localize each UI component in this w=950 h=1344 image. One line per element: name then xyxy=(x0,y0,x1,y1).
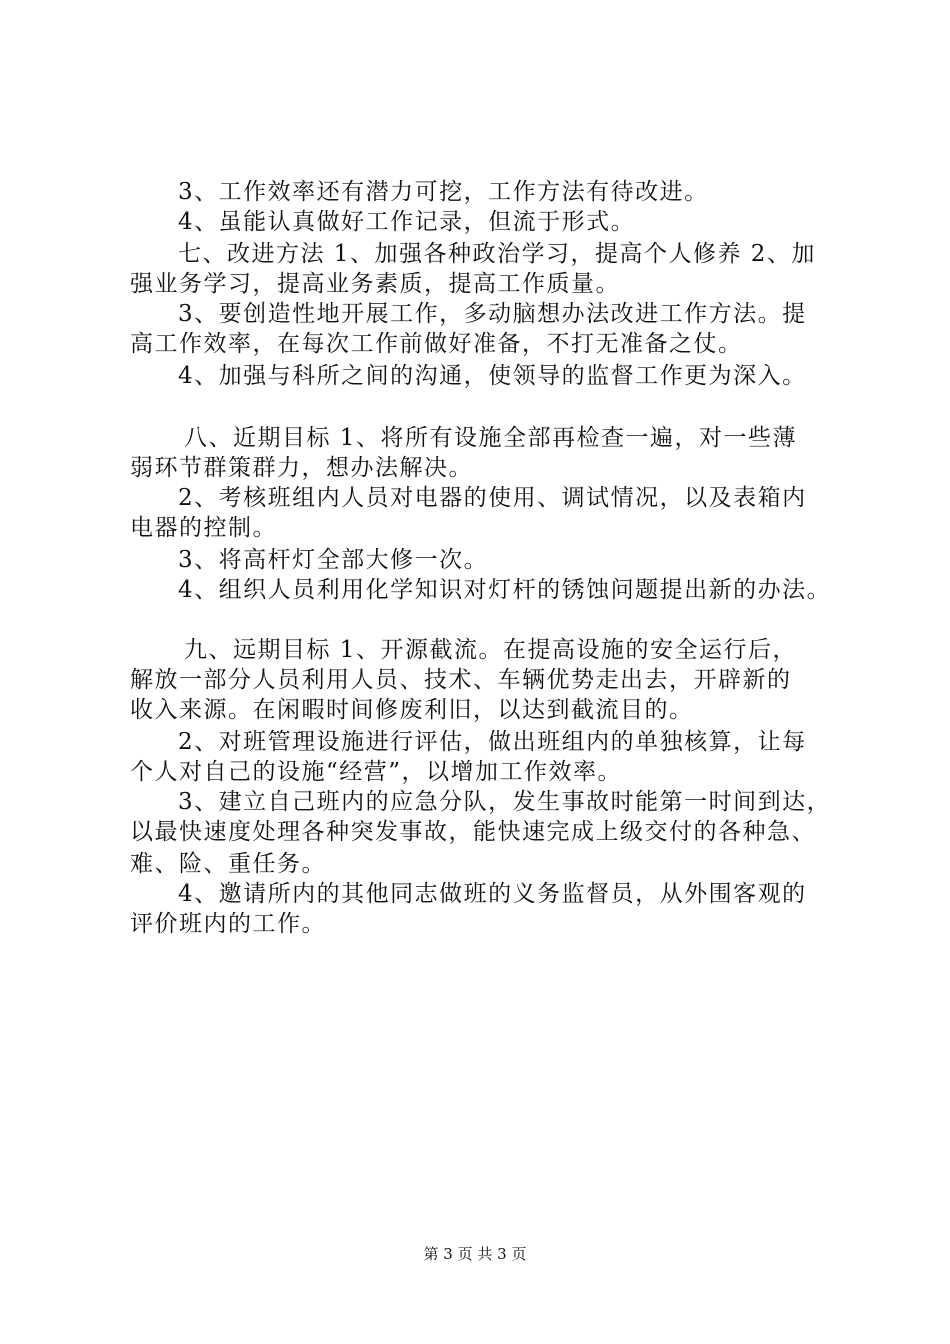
text-line: 4、虽能认真做好工作记录，但流于形式。 xyxy=(178,209,636,235)
text-line: 高工作效率，在每次工作前做好准备，不打无准备之仗。 xyxy=(130,331,743,357)
text-line: 3、工作效率还有潜力可挖，工作方法有待改进。 xyxy=(178,179,709,205)
text-line: 收入来源。在闲暇时间修废利旧，以达到截流目的。 xyxy=(130,697,694,723)
section-heading-line: 九、远期目标 1、开源截流。在提高设施的安全运行后， xyxy=(184,637,797,663)
text-line: 2、考核班组内人员对电器的使用、调试情况，以及表箱内 xyxy=(178,485,807,511)
text-line: 4、加强与科所之间的沟通，使领导的监督工作更为深入。 xyxy=(178,363,807,389)
section-heading-line: 七、改进方法 1、加强各种政治学习，提高个人修养 2、加 xyxy=(178,241,816,267)
text-line: 弱环节群策群力，想办法解决。 xyxy=(130,455,473,481)
text-line: 3、将高杆灯全部大修一次。 xyxy=(178,547,489,573)
text-line: 解放一部分人员利用人员、技术、车辆优势走出去，开辟新的 xyxy=(130,667,792,693)
text-line: 4、组织人员利用化学知识对灯杆的锈蚀问题提出新的办法。 xyxy=(178,577,832,603)
text-line: 2、对班管理设施进行评估，做出班组内的单独核算，让每 xyxy=(178,729,807,755)
text-line: 3、要创造性地开展工作，多动脑想办法改进工作方法。提 xyxy=(178,301,807,327)
text-line: 以最快速度处理各种突发事故，能快速完成上级交付的各种急、 xyxy=(130,819,816,845)
text-line: 个人对自己的设施“经营”，以增加工作效率。 xyxy=(130,759,623,785)
text-line: 强业务学习，提高业务素质，提高工作质量。 xyxy=(130,271,620,297)
text-line: 4、邀请所内的其他同志做班的义务监督员，从外围客观的 xyxy=(178,881,807,907)
text-line: 评价班内的工作。 xyxy=(130,911,326,937)
text-line: 3、建立自己班内的应急分队，发生事故时能第一时间到达， xyxy=(178,789,832,815)
page-number-footer: 第 3 页 共 3 页 xyxy=(423,1245,527,1263)
text-line: 难、险、重任务。 xyxy=(130,851,326,877)
section-heading-line: 八、近期目标 1、将所有设施全部再检查一遍，对一些薄 xyxy=(184,425,797,451)
text-line: 电器的控制。 xyxy=(130,515,277,541)
